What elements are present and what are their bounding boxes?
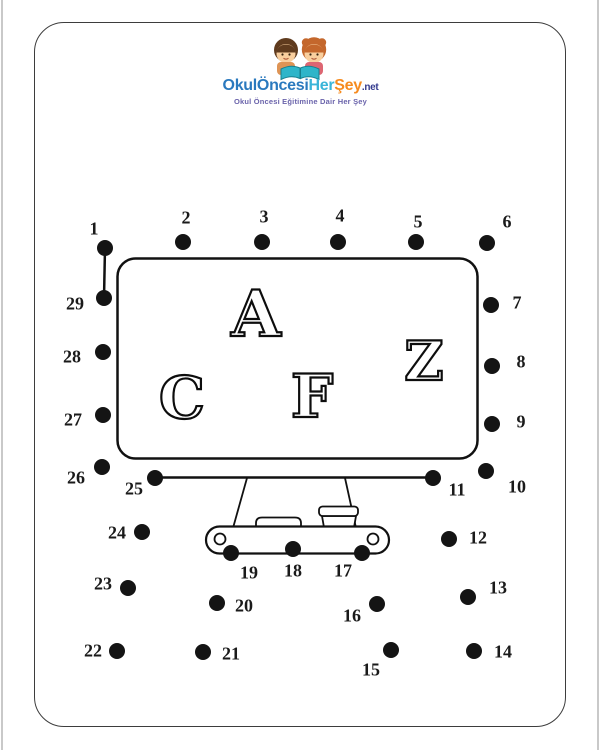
dot-label-15: 15	[362, 659, 380, 680]
dot-19[interactable]	[223, 545, 239, 561]
dot-label-25: 25	[125, 478, 143, 499]
dot-28[interactable]	[95, 344, 111, 360]
dot-label-26: 26	[67, 467, 85, 488]
dot-18[interactable]	[285, 541, 301, 557]
dot-label-21: 21	[222, 643, 240, 664]
brand-part-1: Öncesi	[256, 77, 309, 94]
dot-label-14: 14	[494, 641, 512, 662]
board-letter-A: A	[231, 277, 281, 352]
dot-label-10: 10	[508, 476, 526, 497]
brand-part-0: Okul	[222, 77, 257, 94]
dot-label-4: 4	[335, 205, 345, 226]
dot-26[interactable]	[94, 459, 110, 475]
dot-label-3: 3	[259, 206, 269, 227]
dot-23[interactable]	[120, 580, 136, 596]
dot-label-23: 23	[94, 573, 112, 594]
dot-label-18: 18	[284, 560, 302, 581]
dot-label-6: 6	[502, 211, 512, 232]
dot-label-16: 16	[343, 605, 361, 626]
dot-label-20: 20	[235, 595, 253, 616]
dot-label-29: 29	[66, 293, 84, 314]
dot-10[interactable]	[478, 463, 494, 479]
dot-label-22: 22	[84, 640, 102, 661]
brand-part-4: .net	[361, 82, 379, 93]
brand-tagline: Okul Öncesi Eğitimine Dair Her Şey	[233, 97, 368, 106]
dot-label-11: 11	[448, 479, 466, 500]
dot-12[interactable]	[441, 531, 457, 547]
board-letter-C: C	[158, 364, 206, 432]
dot-20[interactable]	[209, 595, 225, 611]
dot-label-1: 1	[89, 218, 99, 239]
dot-label-2: 2	[181, 207, 191, 228]
dot-21[interactable]	[195, 644, 211, 660]
dot-14[interactable]	[466, 643, 482, 659]
dot-2[interactable]	[175, 234, 191, 250]
dot-7[interactable]	[483, 297, 499, 313]
dot-6[interactable]	[479, 235, 495, 251]
dot-label-12: 12	[469, 527, 487, 548]
brand-part-3: Şey	[334, 77, 362, 94]
dot-label-7: 7	[512, 292, 522, 313]
dot-label-13: 13	[489, 577, 507, 598]
board-letter-F: F	[290, 362, 334, 432]
dot-27[interactable]	[95, 407, 111, 423]
dot-13[interactable]	[460, 589, 476, 605]
dot-16[interactable]	[369, 596, 385, 612]
dot-1[interactable]	[97, 240, 113, 256]
dot-25[interactable]	[147, 470, 163, 486]
dot-22[interactable]	[109, 643, 125, 659]
dot-8[interactable]	[484, 358, 500, 374]
dot-label-17: 17	[334, 560, 352, 581]
dot-15[interactable]	[383, 642, 399, 658]
dot-label-27: 27	[64, 409, 82, 430]
dot-label-28: 28	[63, 346, 81, 367]
dot-24[interactable]	[134, 524, 150, 540]
dot-label-9: 9	[516, 411, 526, 432]
dot-label-8: 8	[516, 351, 526, 372]
brand-part-2: Her	[308, 77, 335, 94]
dot-5[interactable]	[408, 234, 424, 250]
board-letter-Z: Z	[404, 329, 444, 393]
dot-11[interactable]	[425, 470, 441, 486]
dot-label-19: 19	[240, 562, 258, 583]
dot-4[interactable]	[330, 234, 346, 250]
dot-9[interactable]	[484, 416, 500, 432]
dot-17[interactable]	[354, 545, 370, 561]
dot-label-24: 24	[108, 522, 126, 543]
dot-29[interactable]	[96, 290, 112, 306]
dot-3[interactable]	[254, 234, 270, 250]
dot-label-5: 5	[413, 211, 423, 232]
